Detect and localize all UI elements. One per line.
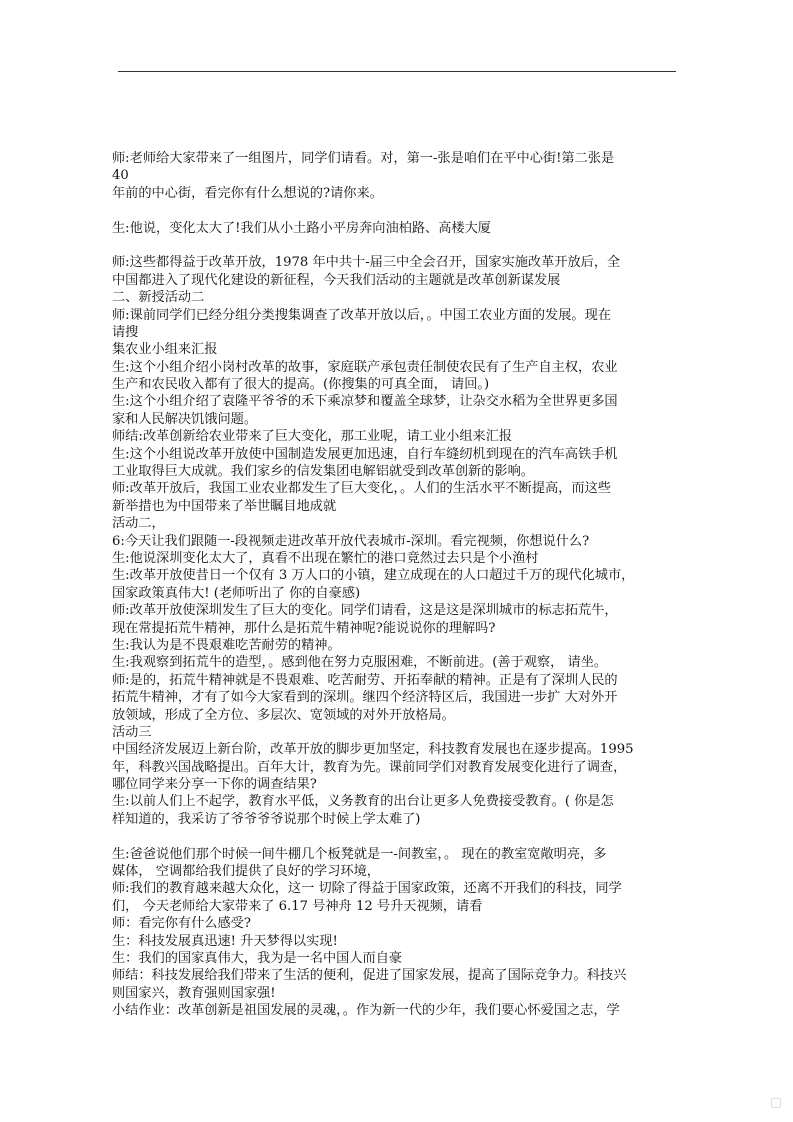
text-line: 师:是的，拓荒牛精神就是不畏艰难、吃苦耐劳、开拓奉献的精神。正是有了深圳人民的 — [112, 672, 618, 688]
text-line: 生:这个小组说改革开放使中国制造发展更加迅速，自行车缝纫机到现在的汽车高铁手机 — [112, 446, 618, 462]
text-line: 生产和农民收入都有了很大的提高。(你搜集的可真全面， 请回。) — [112, 377, 490, 393]
text-line: 师结：科技发展给我们带来了生活的便利，促进了国家发展，提高了国际竞争力。科技兴 — [112, 968, 627, 984]
text-line: 小结作业：改革创新是祖国发展的灵魂，。作为新一代的少年，我们要心怀爱国之志，学 — [112, 1003, 620, 1019]
text-line: 生:我观察到拓荒牛的造型，。感到他在努力克服困难，不断前进。(善于观察， 请坐。 — [112, 655, 608, 671]
text-line: 放领域，形成了全方位、多层次、宽领域的对外开放格局。 — [112, 707, 455, 723]
text-line: 中国都进入了现代化建设的新征程，今天我们活动的主题就是改革创新谋发展 — [112, 272, 561, 288]
text-line: 媒体， 空调都给我们提供了良好的学习环境， — [112, 864, 380, 880]
text-line: 师:我们的教育越来越大众化，这一 切除了得益于国家政策，还离不开我们的科技，同学 — [112, 881, 622, 897]
blank-line — [112, 202, 698, 219]
text-line: 生：我们的国家真伟大，我为是一名中国人而自豪 — [112, 950, 403, 966]
text-line: 哪位同学来分享一下你的调查结果? — [112, 777, 317, 793]
corner-mark — [771, 1098, 781, 1108]
text-line: 生:这个小组介绍了袁隆平爷爷的禾下乘凉梦和覆盖全球梦，让杂交水稻为全世界更多国 — [112, 394, 618, 410]
text-line: 生:他说深圳变化太大了，真看不出现在繁忙的港口竟然过去只是个小渔村 — [112, 550, 539, 566]
text-line: 生:他说，变化太大了!我们从小土路小平房奔向油柏路、高楼大厦 — [112, 220, 491, 236]
text-line: 中国经济发展迈上新台阶，改革开放的脚步更加坚定，科技教育发展也在逐步提高。1995 — [112, 742, 634, 758]
text-line: 活动三 — [112, 724, 152, 740]
text-line: 年，科教兴国战略提出。百年大计，教育为先。课前同学们对教育发展变化进行了调查， — [112, 759, 627, 775]
text-line: 年前的中心街，看完你有什么想说的?请你来。 — [112, 185, 383, 201]
document-body — [112, 150, 698, 1020]
text-line: 家和人民解决饥饿问题。 — [112, 411, 258, 427]
text-line: 生：科技发展真迅速! 升天梦得以实现! — [112, 933, 338, 949]
blank-line — [112, 237, 698, 254]
text-line: 生:改革开放使昔日一个仅有 3 万人口的小镇，建立成现在的人口超过千万的现代化城市， — [112, 568, 635, 584]
text-line: 请搜 — [112, 324, 139, 340]
text-line: 新举措也为中国带来了举世瞩目地成就 — [112, 498, 337, 514]
text-line: 师：看完你有什么感受? — [112, 916, 251, 932]
text-line: 活动二， — [112, 516, 165, 532]
text-line: 国家政策真伟大! (老师听出了 你的自豪感) — [112, 585, 361, 601]
text-line: 生:这个小组介绍小岗村改革的故事，家庭联产承包责任制使农民有了生产自主权，农业 — [112, 359, 618, 375]
text-line: 工业取得巨大成就。我们家乡的信发集团电解铝就受到改革创新的影响。 — [112, 464, 534, 480]
text-line: 集农业小组来汇报 — [112, 342, 218, 358]
text-line: 样知道的，我采访了爷爷爷爷说那个时候上学太难了) — [112, 811, 421, 827]
text-line: 师:老师给大家带来了一组图片，同学们请看。对，第一-张是咱们在平中心街!第二张是 — [112, 151, 615, 166]
text-line: 师:课前同学们已经分组分类搜集调查了改革开放以后，。中国工农业方面的发展。现在 — [112, 307, 611, 323]
text-line: 40 — [112, 168, 129, 184]
text-line: 生:爸爸说他们那个时候一间牛棚几个板凳就是一-间教室，。 现在的教室宽敞明亮，多 — [112, 846, 607, 862]
text-line: 6:今天让我们跟随一-段视频走进改革开放代表城市-深圳。看完视频，你想说什么? — [112, 533, 590, 549]
text-line: 拓荒牛精神，才有了如今大家看到的深圳。继四个经济特区后，我国进一步扩 大对外开 — [112, 690, 618, 706]
text-line: 师结:改革创新给农业带来了巨大变化，那工业呢，请工业小组来汇报 — [112, 429, 513, 445]
text-line: 师:改革开放后，我国工业农业都发生了巨大变化，。人们的生活水平不断提高，而这些 — [112, 481, 611, 497]
text-line: 师:改革开放使深圳发生了巨大的变化。同学们请看，这是这是深圳城市的标志拓荒牛， — [112, 603, 618, 619]
text-line: 生:以前人们上不起学，教育水平低，义务教育的出台让更多人免费接受教育。( 你是怎 — [112, 794, 614, 810]
blank-line — [112, 828, 698, 845]
text-line: 们， 今天老师给大家带来了 6.17 号神舟 12 号升天视频，请看 — [112, 898, 483, 914]
header-rule — [118, 71, 676, 72]
text-line: 二、新授活动二 — [112, 290, 205, 306]
text-line: 则国家兴，教育强则国家强! — [112, 985, 276, 1001]
text-line: 师:这些都得益于改革开放，1978 年中共十-届三中全会召开，国家实施改革开放后，全 — [112, 255, 621, 271]
text-line: 生:我认为是不畏艰难吃苦耐劳的精神。 — [112, 637, 341, 653]
text-line: 现在常提拓荒牛精神，那什么是拓荒牛精神呢?能说说你的理解吗? — [112, 620, 496, 636]
